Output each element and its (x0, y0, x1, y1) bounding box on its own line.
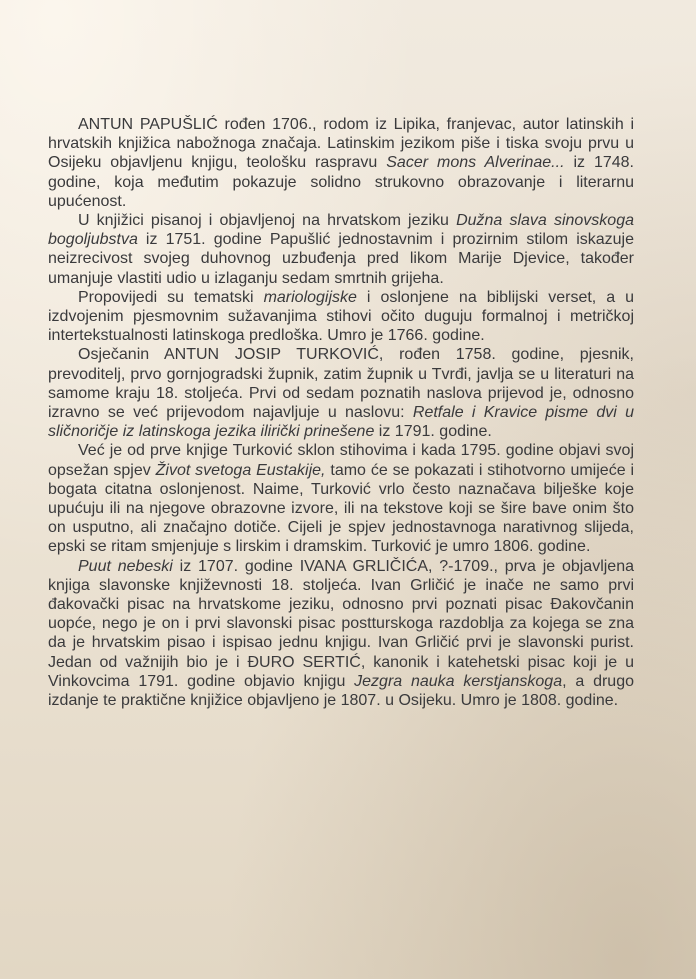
paragraph-papuslic-intro (48, 115, 634, 211)
paragraph-text: iz 1748. godine, koja međutim pokazuje solidno strukovno obrazovanje i literarnu upućenost. (48, 154, 635, 210)
paragraph-text: Osječanin ANTUN JOSIP TURKOVIĆ, rođen 1758. godine, pjesnik, prevoditelj, prvo gornjogradski župnik, zatim župnik u Tvrđi, javlja se u literaturi na samome kraju 18. stoljeća. Prvi od sedam poznatih naslova prijevod je, odnosno izravno se već prijevodom najavljuje u naslovu: (48, 346, 634, 422)
paragraph-text: i oslonjene na biblijski verset, a u izdvojenim pjesmovnim sužavanjima stihovi očito duguju formalnoj i metričkoj intertekstualnosti latinskoga predloška. Umro je 1766. godine. (48, 288, 634, 345)
paragraph-grlicic-sertic (48, 557, 634, 711)
paragraph-text: U knjižici pisanoj i objavljenoj na hrvatskom jeziku (78, 212, 457, 230)
paragraph-papuslic-book (48, 211, 634, 288)
paragraph-turkovic-epic (48, 441, 634, 556)
paragraph-text: iz 1751. godine Papušlić jednostavnim i prozirnim stilom iskazuje neizrecivost svojeg duhovnog uzbuđenja pred likom Marije Djevice, također umanjuje vlastiti udio u izlaganju sedam smrtnih grijeha. (48, 231, 634, 287)
book-title: Retfale i Kravice pisme dvi u sličnoričje iz latinskoga jezika ilirički prinešene (48, 404, 635, 441)
book-title: Život svetoga Eustakije, (155, 461, 326, 479)
book-title: Sacer mons Alverinae... (386, 154, 565, 172)
book-title: Dužna slava sinovskoga bogoljubstva (48, 212, 634, 249)
paragraph-text: tamo će se pokazati i stihotvorno umijeće i bogata citatna oslonjenost. Naime, Turković vrlo često naznačava bilješke koje upućuju ili na njegove obrazovne izvore, ili na tekstove koji se šire bave onim što on usputno, ali značajno dotiče. Cijeli je spjev jednostavnoga narativnog slijeda, epski se ritam smjenjuje s lirskim i dramskim. Turković je umro 1806. godine. (48, 461, 635, 556)
paragraph-text: Već je od prve knjige Turković sklon stihovima i kada 1795. godine objavi svoj opsežan spjev (48, 442, 634, 479)
paragraph-text: Propovijedi su tematski (78, 288, 264, 306)
paragraph-text: , a drugo izdanje te praktične knjižice objavljeno je 1807. u Osijeku. Umro je 1808. godine. (48, 672, 634, 710)
book-title: Jezgra nauka kerstjanskoga (354, 672, 563, 690)
paragraph-text: iz 1707. godine IVANA GRLIČIĆA, ?-1709., prva je objavljena knjiga slavonske književnosti 18. stoljeća. Ivan Grličić je inače ne samo prvi đakovački pisac na hrvatskome jeziku, odnosno prvi poznati pisac Đakovčanin uopće, nego je on i prvi slavonski pisac postturskoga razdoblja za kojega se zna da je hrvatskim pisao i ispisao jednu knjigu. Ivan Grličić prvi je slavonski purist. Jedan od važnijih bio je i ĐURO SERTIĆ, kanonik i katehetski pisac koji je u Vinkovcima 1791. godine objavio knjigu (48, 557, 635, 690)
paragraph-text: iz 1791. godine. (374, 423, 492, 441)
emphasis-term: mariologijske (263, 288, 357, 306)
paragraph-papuslic-sermons (48, 288, 634, 346)
book-title: Puut nebeski (78, 557, 173, 575)
paragraph-text: ANTUN PAPUŠLIĆ rođen 1706., rodom iz Lipika, franjevac, autor latinskih i hrvatskih knjižica nabožnoga značaja. Latinskim jezikom piše i tiska svoju prvu u Osijeku objavljenu knjigu, teološku raspravu (48, 116, 634, 172)
paragraph-turkovic-intro (48, 345, 634, 441)
body-text (48, 115, 634, 710)
